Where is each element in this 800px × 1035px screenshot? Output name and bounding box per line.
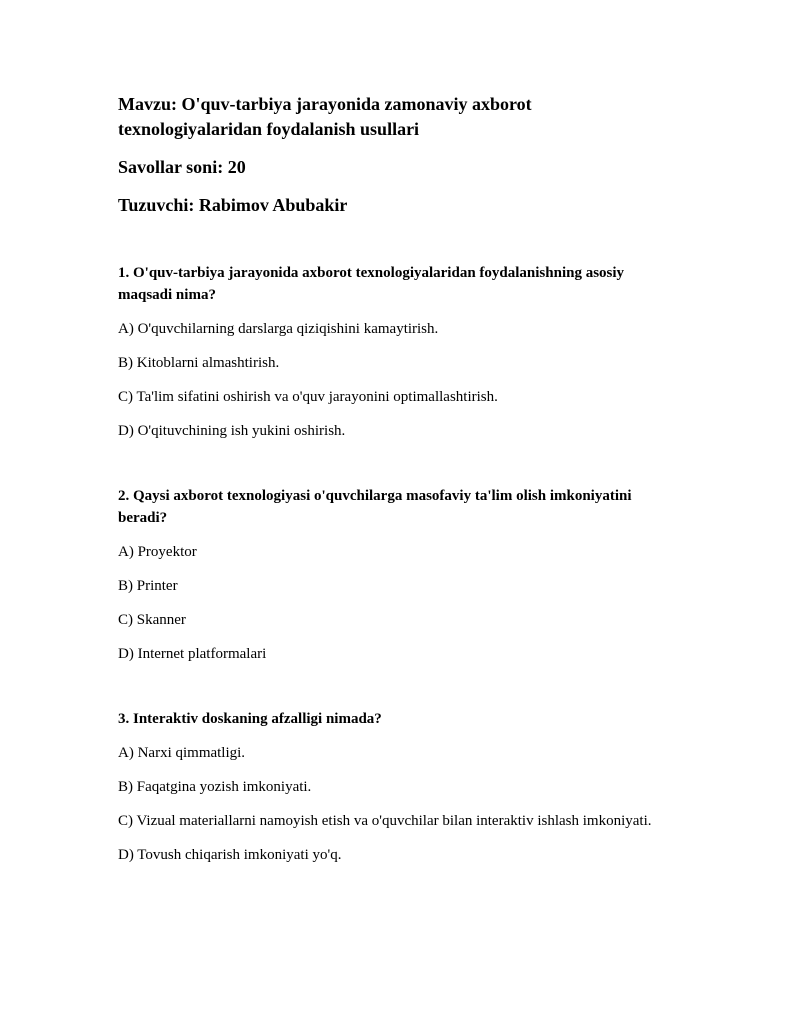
document-header	[118, 92, 718, 218]
option-a: A) O'quvchilarning darslarga qiziqishini kamaytirish.	[118, 321, 439, 337]
option-a: A) Narxi qimmatligi.	[118, 745, 246, 761]
question-count: Savollar soni: 20	[118, 157, 246, 177]
question-3	[118, 708, 718, 866]
question-text-line-2: beradi?	[118, 510, 168, 526]
option-c: C) Vizual materiallarni namoyish etish va o'quvchilar bilan interaktiv ishlash imkoniyati.	[118, 813, 652, 829]
option-c: C) Ta'lim sifatini oshirish va o'quv jarayonini optimallashtirish.	[118, 389, 498, 405]
document-page	[118, 92, 718, 863]
question-text-line-2: maqsadi nima?	[118, 287, 216, 303]
option-d: D) Internet platformalari	[118, 646, 267, 662]
question-2	[118, 485, 718, 665]
option-b: B) Printer	[118, 578, 178, 594]
question-text-line-1: 1. O'quv-tarbiya jarayonida axborot texnologiyalaridan foydalanishning asosiy	[118, 265, 625, 281]
question-text-line-1: 3. Interaktiv doskaning afzalligi nimada?	[118, 711, 382, 727]
topic-title-line-1: Mavzu: O'quv-tarbiya jarayonida zamonaviy axborot	[118, 94, 532, 114]
option-b: B) Faqatgina yozish imkoniyati.	[118, 779, 312, 795]
option-d: D) O'qituvchining ish yukini oshirish.	[118, 423, 346, 439]
topic-title-line-2: texnologiyalaridan foydalanish usullari	[118, 119, 420, 139]
question-1	[118, 262, 718, 442]
option-a: A) Proyektor	[118, 544, 197, 560]
question-text-line-1: 2. Qaysi axborot texnologiyasi o'quvchilarga masofaviy ta'lim olish imkoniyatini	[118, 488, 632, 504]
author: Tuzuvchi: Rabimov Abubakir	[118, 195, 348, 215]
option-c: C) Skanner	[118, 612, 186, 628]
option-b: B) Kitoblarni almashtirish.	[118, 355, 280, 371]
option-d: D) Tovush chiqarish imkoniyati yo'q.	[118, 847, 342, 863]
